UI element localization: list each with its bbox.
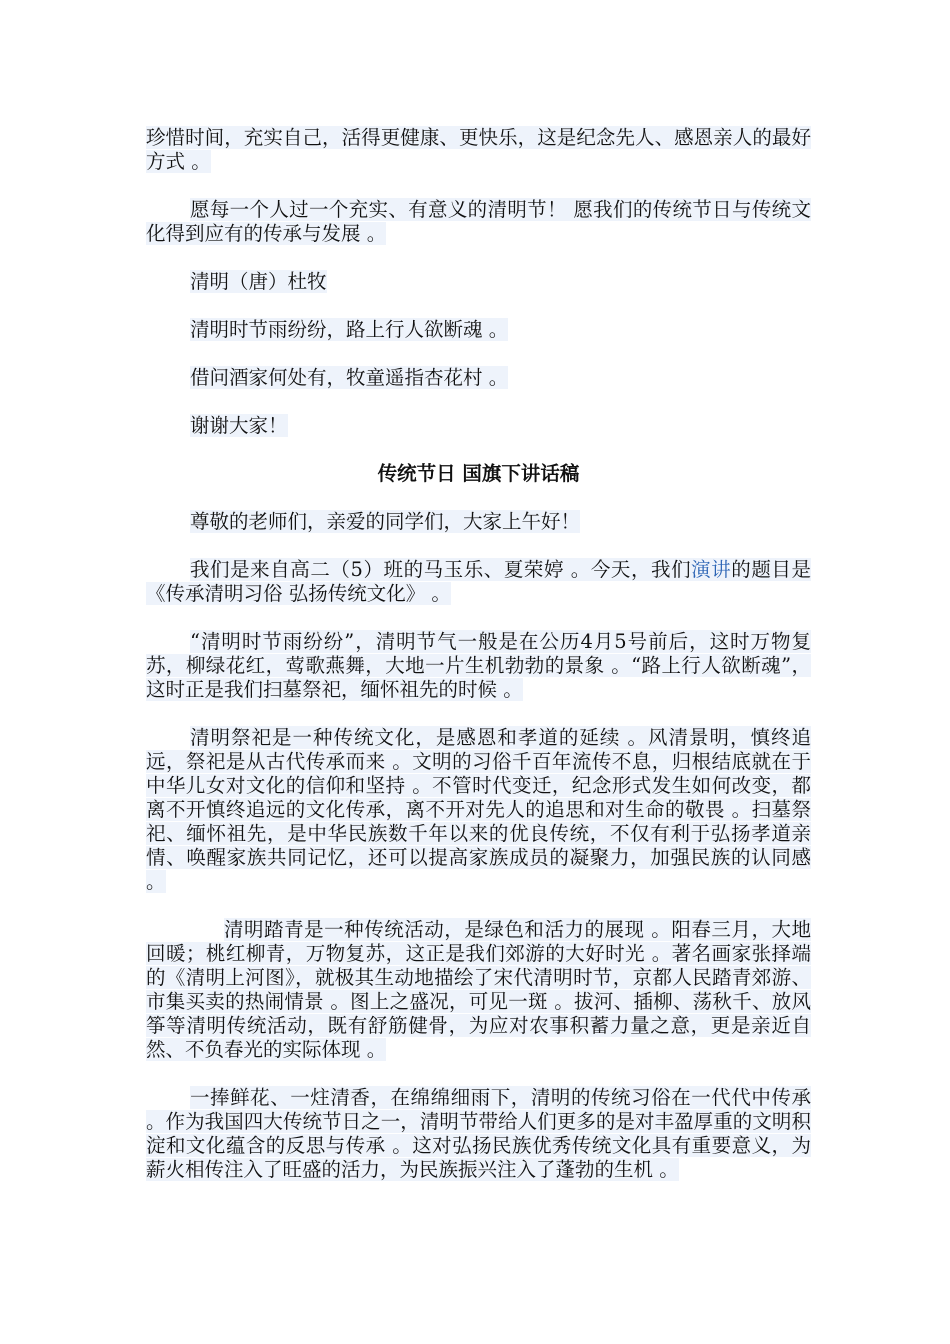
poem-line-1: 清明时节雨纷纷，路上行人欲断魂 。 — [190, 318, 509, 341]
document-body — [146, 126, 811, 1206]
body-paragraph-3: 清明踏青是一种传统活动，是绿色和活力的展现 。阳春三月，大地回暖；桃红柳青，万物复苏，这正是我们郊游的大好时光 。著名画家张择端的《清明上河图》，就极其生动地描绘了宋代清明时节，京都人民踏青郊游、市集买卖的热闹情景 。图上之盛况，可见一斑 。拔河、插柳、荡秋千、放风筝等清明传统活动，既有舒筋健骨，为应对农事积蓄力量之意，更是亲近自然、不负春光的实际体现 。 — [146, 918, 811, 1061]
greeting: 尊敬的老师们，亲爱的同学们，大家上午好！ — [190, 510, 581, 533]
speech-title: 传统节日 国旗下讲话稿 — [377, 462, 580, 485]
speech-link[interactable]: 演讲 — [691, 558, 732, 581]
paragraph-closing-2: 愿每一个人过一个充实、有意义的清明节！ 愿我们的传统节日与传统文化得到应有的传承与发展 。 — [146, 198, 811, 245]
body-paragraph-2: 清明祭祀是一种传统文化，是感恩和孝道的延续 。风清景明，慎终追远，祭祀是从古代传承而来 。文明的习俗千百年流传不息，归根结底就在于中华儿女对文化的信仰和坚持 。不管时代变迁，纪念形式发生如何改变，都离不开慎终追远的文化传承，离不开对先人的追思和对生命的敬畏 。扫墓祭祀、缅怀祖先，是中华民族数千年以来的优良传统，不仅有利于弘扬孝道亲情、唤醒家族共同记忆，还可以提高家族成员的凝聚力，加强民族的认同感 。 — [146, 726, 811, 893]
intro-paragraph: 我们是来自高二（5）班的马玉乐、夏荣婷 。今天，我们演讲的题目是《传承清明习俗 弘扬传统文化》 。 — [146, 558, 811, 605]
body-paragraph-1: “清明时节雨纷纷”，清明节气一般是在公历4月5号前后，这时万物复苏，柳绿花红，莺歌燕舞，大地一片生机勃勃的景象 。“路上行人欲断魂”，这时正是我们扫墓祭祀，缅怀祖先的时候 。 — [146, 630, 811, 701]
thanks-line: 谢谢大家！ — [190, 414, 288, 437]
paragraph-closing-1: 珍惜时间，充实自己，活得更健康、更快乐，这是纪念先人、感恩亲人的最好方式 。 — [146, 126, 811, 173]
poem-line-2: 借问酒家何处有，牧童遥指杏花村 。 — [190, 366, 509, 389]
poem-title: 清明（唐）杜牧 — [190, 270, 327, 293]
body-paragraph-4: 一捧鲜花、一炷清香，在绵绵细雨下，清明的传统习俗在一代代中传承 。作为我国四大传统节日之一，清明节带给人们更多的是对丰盈厚重的文明积淀和文化蕴含的反思与传承 。这对弘扬民族优秀传统文化具有重要意义，为薪火相传注入了旺盛的活力，为民族振兴注入了蓬勃的生机 。 — [146, 1086, 811, 1181]
